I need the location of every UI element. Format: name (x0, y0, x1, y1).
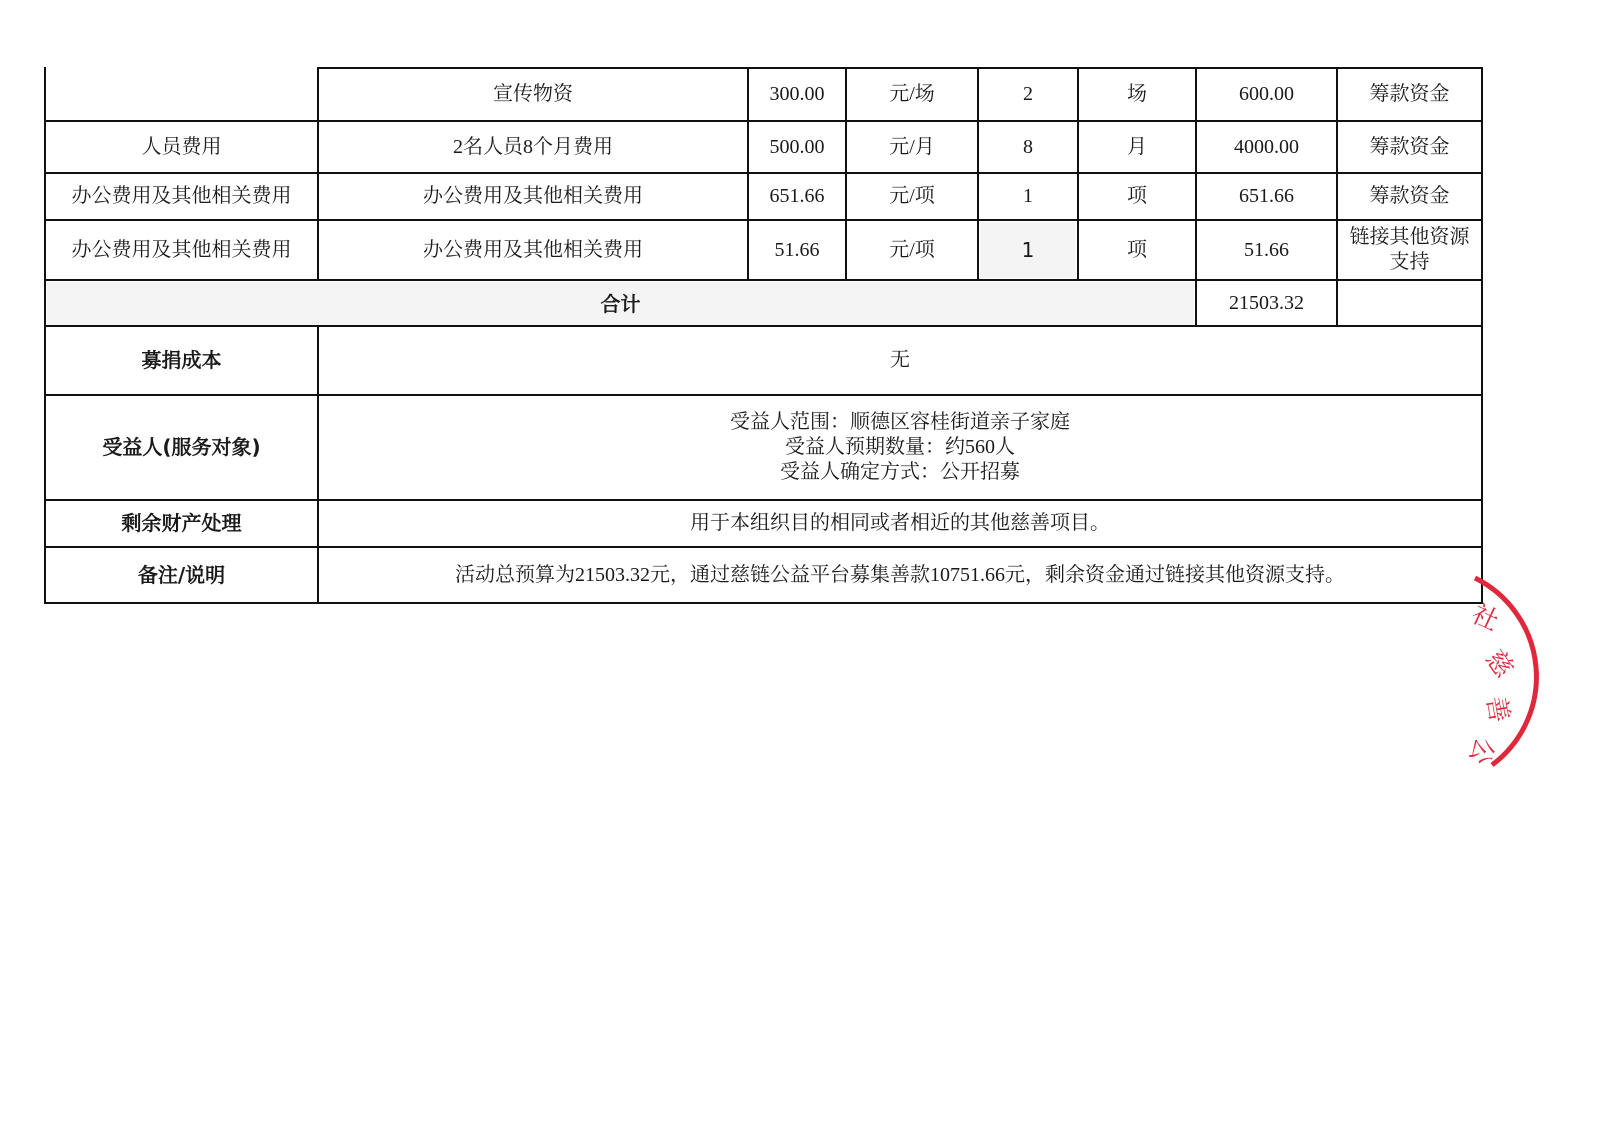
row3-unit-price: 651.66 (769, 185, 825, 207)
seal-char-1: 社 (1467, 599, 1504, 638)
row3-quantity: 1 (1023, 185, 1033, 207)
row1-unit-price: 300.00 (769, 83, 825, 105)
grid-line (1077, 67, 1079, 280)
grid-line-right (1481, 67, 1483, 604)
grid-line (44, 279, 1483, 281)
row3-qty-unit: 项 (1127, 185, 1147, 207)
row2-amount: 4000.00 (1234, 135, 1299, 158)
row1-qty-unit: 场 (1127, 83, 1147, 105)
row4-unit: 元/项 (889, 238, 935, 261)
row1-unit: 元/场 (889, 83, 935, 105)
fundraising-cost-label: 募捐成本 (141, 348, 222, 372)
row2-qty-unit: 月 (1127, 135, 1147, 158)
beneficiary-count: 受益人预期数量：约560人 (785, 436, 1015, 458)
row1-category (45, 68, 318, 121)
row4-quantity: 1 (980, 222, 1076, 278)
grid-line (44, 172, 1483, 174)
row2-quantity: 8 (1023, 135, 1033, 158)
grid-line (44, 219, 1483, 221)
row2-unit-price: 500.00 (769, 135, 825, 158)
grid-line (1336, 67, 1338, 326)
row4-source-line1: 链接其他资源 (1349, 226, 1470, 248)
row1-amount: 600.00 (1239, 83, 1294, 105)
grid-line (44, 120, 1483, 122)
row4-item: 办公费用及其他相关费用 (423, 238, 643, 261)
row1-source: 筹款资金 (1369, 83, 1450, 105)
beneficiary-details (318, 395, 1482, 500)
fundraising-cost-value: 无 (890, 349, 910, 371)
row4-category: 办公费用及其他相关费用 (71, 238, 292, 261)
row3-item: 办公费用及其他相关费用 (423, 185, 643, 207)
row1-item: 宣传物资 (493, 83, 573, 105)
row4-qty-unit: 项 (1127, 238, 1147, 261)
grid-line (44, 394, 1483, 396)
grid-line (317, 67, 319, 280)
total-amount: 21503.32 (1229, 291, 1304, 314)
grid-line (977, 67, 979, 280)
row2-category: 人员费用 (141, 135, 222, 158)
official-seal-stamp (1430, 560, 1600, 790)
total-label: 合计 (47, 282, 1194, 326)
seal-char-3: 善 (1480, 694, 1515, 725)
row4-source-line2: 支持 (1389, 251, 1430, 273)
surplus-label: 剩余财产处理 (121, 511, 242, 535)
beneficiary-label: 受益人(服务对象) (102, 435, 261, 459)
row2-unit: 元/月 (889, 135, 935, 158)
seal-char-4: 公 (1462, 733, 1500, 769)
row4-amount: 51.66 (1244, 238, 1289, 261)
seal-char-2: 慈 (1479, 644, 1519, 684)
grid-line-bottom (44, 602, 1483, 604)
beneficiary-method: 受益人确定方式：公开招募 (780, 461, 1020, 483)
grid-line-left (44, 67, 46, 604)
grid-line (44, 546, 1483, 548)
remarks-label: 备注/说明 (137, 562, 226, 587)
surplus-value: 用于本组织目的相同或者相近的其他慈善项目。 (690, 512, 1110, 534)
row4-source (1337, 220, 1482, 280)
grid-line (44, 325, 1483, 327)
row3-category: 办公费用及其他相关费用 (71, 185, 292, 207)
grid-line (747, 67, 749, 280)
remarks-value: 活动总预算为21503.32元，通过慈链公益平台募集善款10751.66元，剩余资金通过链接其他资源支持。 (455, 563, 1345, 586)
row4-unit-price: 51.66 (774, 238, 820, 261)
grid-line-top (317, 67, 1483, 69)
row2-item: 2名人员8个月费用 (453, 135, 613, 158)
row1-quantity: 2 (1023, 83, 1033, 105)
row3-amount: 651.66 (1239, 185, 1294, 207)
grid-line (44, 499, 1483, 501)
beneficiary-scope: 受益人范围：顺德区容桂街道亲子家庭 (730, 411, 1070, 433)
grid-line (317, 325, 319, 604)
grid-line (1195, 67, 1197, 326)
row2-source: 筹款资金 (1369, 135, 1450, 158)
row3-unit: 元/项 (889, 185, 935, 207)
grid-line (845, 67, 847, 280)
row3-source: 筹款资金 (1369, 185, 1450, 207)
